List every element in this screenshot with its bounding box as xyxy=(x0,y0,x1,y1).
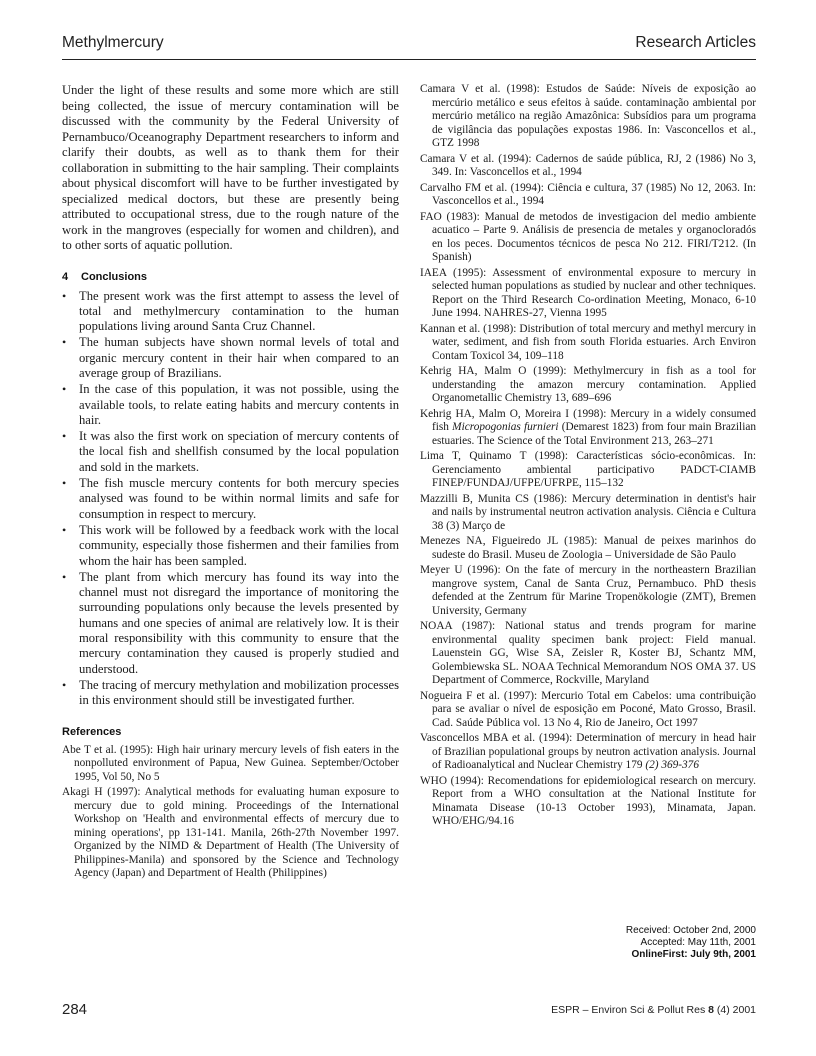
conclusion-text: It was also the first work on speciation of mercury contents of the local fish and shellfish consumed by the local population and sold in the markets. xyxy=(79,429,399,474)
reference-text: Micropogonias furnieri xyxy=(452,421,559,433)
journal-citation xyxy=(551,1004,756,1016)
page-header xyxy=(62,32,756,60)
references-list-right xyxy=(420,83,756,829)
reference-entry xyxy=(420,564,756,618)
bullet-icon: • xyxy=(62,677,67,692)
bullet-icon: • xyxy=(62,569,67,584)
accepted-date: Accepted: May 11th, 2001 xyxy=(640,937,756,948)
section-number: 4 xyxy=(62,270,69,283)
reference-text: FAO (1983): Manual de metodos de investigacion del medio ambiente acuatico – Parte 9. Análisis de presencia de metales y organocloradós en los peces. Documentos técnicos de pesca No 212. FIRI/T212. (In Spanish) xyxy=(420,210,756,263)
journal-volume: 8 xyxy=(708,1004,714,1016)
reference-text: Kehrig HA, Malm O, Moreira I (1998): Mercury in a widely consumed fish xyxy=(420,407,756,433)
left-column xyxy=(62,83,399,883)
reference-entry xyxy=(420,775,756,829)
conclusion-text: The present work was the first attempt to assess the level of total and methylmercury contamination to the human populations living around Santa Cruz Channel. xyxy=(79,288,399,334)
reference-text: Menezes NA, Figueiredo JL (1985): Manual de peixes marinhos do sudeste do Brasil. Museu de Zoologia – Universidade de São Paulo xyxy=(420,535,756,561)
reference-text: NOAA (1987): National status and trends program for marine environmental quality specimen bank project: Field manual. Lauenstein GG, Wise SA, Zeisler R, Koster BJ, Schantz MM, Golembiewska SL. NOAA Technical Memorandum NOS OMA 37. US Department of Commerce, Rockville, Maryland xyxy=(420,620,756,686)
reference-entry xyxy=(420,450,756,491)
references-list-left xyxy=(62,744,399,881)
conclusion-item xyxy=(62,289,399,335)
reference-text: Kehrig HA, Malm O (1999): Methylmercury in fish as a tool for understanding the amazon mercury contamination. Applied Organometallic Chemistry 13, 689–696 xyxy=(420,365,756,404)
references-heading: References xyxy=(62,725,122,738)
conclusion-text: This work will be followed by a feedback work with the local community, especially those fishermen and their families from whom the hair has been sampled. xyxy=(79,522,399,568)
received-date: Received: October 2nd, 2000 xyxy=(625,925,756,936)
journal-name: ESPR – Environ Sci & Pollut Res xyxy=(551,1004,709,1016)
reference-entry xyxy=(420,182,756,209)
bullet-icon: • xyxy=(62,335,67,350)
conclusion-text: The tracing of mercury methylation and mobilization processes in this environment should still be investigated further. xyxy=(79,677,399,708)
bullet-icon: • xyxy=(62,382,67,397)
conclusion-item xyxy=(62,335,399,381)
reference-entry xyxy=(420,620,756,688)
reference-entry xyxy=(420,690,756,731)
reference-entry xyxy=(420,493,756,534)
conclusion-item xyxy=(62,570,399,677)
conclusion-text: The human subjects have shown normal levels of total and organic mercury content in their hair when compared to an average group of Brazilians. xyxy=(79,335,399,380)
intro-paragraph: Under the light of these results and some more which are still being collected, the issue of mercury contamination will be discussed with the community by the Federal University of Pernambuco/Oceanography Department researchers to inform and clarify their doubts, as well as to thank them for their collaboration in submitting to the hair sampling. Their complaints about physical discomfort will have to be further investigated by specialized medical doctors, but these are presently being attributed to occupational stress, due to the rough nature of the work in the mangroves (especially for women and children), and to other sorts of aquatic pollution. xyxy=(62,83,399,252)
conclusion-text: In the case of this population, it was not possible, using the available tools, to relate eating habits and mercury contents in hair. xyxy=(79,382,399,427)
bullet-icon: • xyxy=(62,429,67,444)
reference-entry xyxy=(420,267,756,321)
reference-text: Nogueira F et al. (1997): Mercurio Total em Cabelos: uma contribuição para se avaliar o nível de esposição em Poconé, Mato Grosso, Brasil. Cad. Saúde Pública vol. 13 No 4, Rio de Janeiro, Oct 1997 xyxy=(420,689,756,729)
reference-entry xyxy=(420,323,756,364)
reference-text: (Demarest 1823) from four main Brazilian estuaries. The Science of the Total Environment 213, 263–271 xyxy=(432,421,756,447)
reference-entry xyxy=(420,153,756,180)
page-number: 284 xyxy=(62,1001,88,1018)
reference-text: Lima T, Quinamo T (1998): Características sócio-econômicas. In: Gerenciamento ambiental participativo PADCT-CIAMB FINEP/FUNDAJ/UFPE/UFRPE, 115–132 xyxy=(420,450,756,489)
reference-entry xyxy=(420,535,756,562)
conclusions-list xyxy=(62,289,399,709)
reference-text: WHO (1994): Recomendations for epidemiological research on mercury. Report from a WHO consultation at the National Institute for Minamata Disease (10-13 October 1993), Minamata, Japan. WHO/EHG/94.16 xyxy=(420,774,756,827)
conclusion-item xyxy=(62,476,399,522)
reference-text: Camara V et al. (1994): Cadernos de saúde pública, RJ, 2 (1986) No 3, 349. In: Vasconcellos et al., 1994 xyxy=(420,152,756,178)
online-first-date: OnlineFirst: July 9th, 2001 xyxy=(631,949,756,960)
right-column xyxy=(420,83,756,831)
received-dates xyxy=(626,925,756,961)
reference-text: Akagi H (1997): Analytical methods for evaluating human exposure to mercury due to gold mining. Proceedings of the International Workshop on 'Health and environmental effects of mercury due to mining operations', pp 131-141. Manila, 26th-27th November 1997. Organized by the NIMD & Department of Health (The University of Philippines-Manila) and sponsored by the Science and Technology Agency (Japan) and Department of Health (Philippines) xyxy=(62,786,399,880)
reference-text: (2) 369-376 xyxy=(645,759,699,771)
section-title: Conclusions xyxy=(81,270,148,283)
conclusion-text: The plant from which mercury has found its way into the channel must not disregard the importance of monitoring the surrounding populations only because the levels presented by humans and one species of animal are relatively low. It is their moral responsibility with this community to ensure that the mercury contamination they caused is properly studied and understood. xyxy=(79,569,399,676)
journal-issue-year: (4) 2001 xyxy=(713,1004,756,1016)
reference-entry xyxy=(62,786,399,881)
reference-entry xyxy=(420,408,756,449)
bullet-icon: • xyxy=(62,476,67,491)
conclusion-item xyxy=(62,523,399,569)
reference-text: Abe T et al. (1995): High hair urinary mercury levels of fish eaters in the nonpolluted environment of Papua, New Guinea. September/October 1995, Vol 50, No 5 xyxy=(62,743,399,783)
reference-entry xyxy=(420,365,756,406)
conclusion-item xyxy=(62,382,399,428)
reference-text: Mazzilli B, Munita CS (1986): Mercury determination in dentist's hair and nails by instrumental neutron activation analysis. Ciência e Cultura 38 (3) Março de xyxy=(420,492,756,532)
reference-text: IAEA (1995): Assessment of environmental exposure to mercury in selected human populations as studied by nuclear and other techniques. Report on the Third Research Co-ordination Meeting, Monaco, 6-10 June 1994. NAHRES-27, Vienna 1995 xyxy=(420,266,756,319)
bullet-icon: • xyxy=(62,522,67,537)
reference-text: Kannan et al. (1998): Distribution of total mercury and methyl mercury in water, sediment, and fish from south Florida estuaries. Arch Environ Contam Toxicol 34, 109–118 xyxy=(420,322,756,362)
section-label: Research Articles xyxy=(635,34,756,51)
conclusion-item xyxy=(62,678,399,709)
conclusion-item xyxy=(62,429,399,475)
reference-text: Carvalho FM et al. (1994): Ciência e cultura, 37 (1985) No 12, 2063. In: Vasconcellos et al., 1994 xyxy=(420,181,756,207)
bullet-icon: • xyxy=(62,288,67,303)
reference-entry xyxy=(62,744,399,785)
conclusion-text: The fish muscle mercury contents for both mercury species analysed was found to be within normal limits and safe for consumption in respect to mercury. xyxy=(79,476,399,521)
reference-entry xyxy=(420,83,756,151)
reference-text: Vasconcellos MBA et al. (1994): Determination of mercury in head hair of Brazilian populational groups by neutron activation analysis. Journal of Radioanalytical and Nuclear Chemistry 179 xyxy=(420,732,756,771)
running-title: Methylmercury xyxy=(62,34,164,51)
reference-text: Meyer U (1996): On the fate of mercury in the northeastern Brazilian mangrove system, Canal de Santa Cruz, Pernambuco. PhD thesis defended at the Zentrum für Marine Tropenökologie (ZMT), Bremen University, Germany xyxy=(420,564,756,617)
conclusions-heading xyxy=(62,271,399,283)
reference-entry xyxy=(420,211,756,265)
reference-text: Camara V et al. (1998): Estudos de Saúde: Níveis de exposição ao mercúrio metálico e seus efeitos à saúde. contaminação ambiental por mercúrio metálico na região Amazônica: Subsídios para um programa de vigilância das populações expostas 1986. In: Vasconcellos et al., GTZ 1998 xyxy=(420,83,756,149)
reference-entry xyxy=(420,732,756,773)
